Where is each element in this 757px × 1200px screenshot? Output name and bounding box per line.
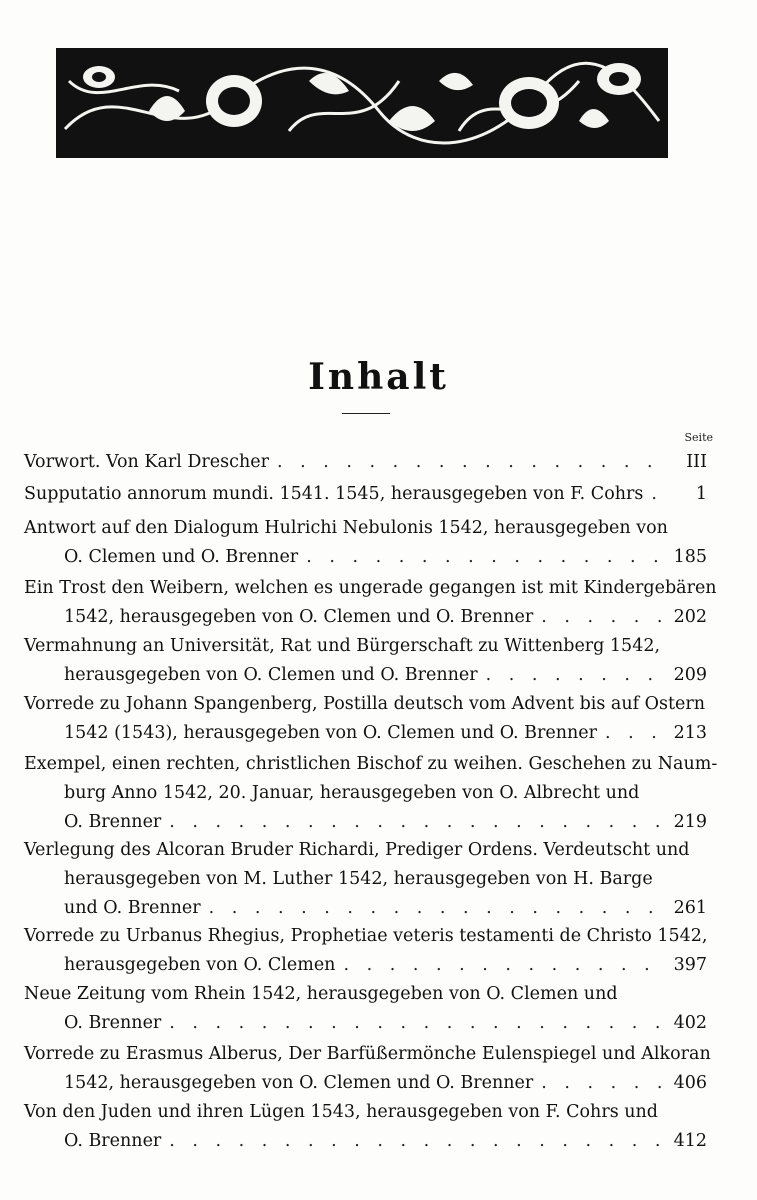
toc-entry-text: O. Brenner — [64, 1013, 162, 1033]
toc-entry-line — [24, 1040, 711, 1069]
toc-entry-line — [24, 574, 717, 603]
toc-entry-line — [24, 750, 718, 779]
dot-leader — [169, 1127, 663, 1156]
toc-entry-line — [24, 690, 707, 719]
toc-entry-text: Vorwort. Von Karl Drescher — [24, 452, 269, 472]
toc-entry-line — [24, 894, 707, 923]
toc-page-number: 397 — [673, 955, 707, 975]
toc-entry-text: 1542 (1543), herausgegeben von O. Clemen und O. Brenner — [64, 723, 598, 743]
toc-entry-text: burg Anno 1542, 20. Januar, herausgegeben von O. Albrecht und — [64, 783, 640, 803]
vine-ornament-icon — [59, 51, 665, 155]
toc-entry-text: O. Clemen und O. Brenner — [64, 547, 299, 567]
toc-entry-line — [24, 480, 707, 509]
toc-entry-line — [24, 448, 707, 477]
toc-entry[interactable] — [24, 632, 707, 690]
toc-page-number: 402 — [673, 1013, 707, 1033]
decorative-vine-ornament-banner — [56, 48, 668, 158]
dot-leader — [169, 1009, 663, 1038]
dot-leader — [169, 808, 663, 837]
toc-page-number: 261 — [673, 898, 707, 918]
toc-entry-text: O. Brenner — [64, 812, 162, 832]
toc-page-number: 406 — [673, 1073, 707, 1093]
toc-entry-line — [24, 543, 707, 572]
toc-entry-line — [24, 1127, 707, 1156]
toc-page-number: 202 — [673, 607, 707, 627]
toc-entry-line — [24, 951, 707, 980]
toc-entry-text: und O. Brenner — [64, 898, 201, 918]
toc-entry-line — [24, 836, 707, 865]
toc-entry[interactable] — [24, 448, 707, 477]
toc-entry-text: 1542, herausgegeben von O. Clemen und O. Brenner — [64, 1073, 534, 1093]
toc-entry[interactable] — [24, 690, 707, 748]
toc-entry-line — [24, 661, 707, 690]
title-divider — [342, 413, 390, 414]
toc-entry-line — [24, 1098, 707, 1127]
toc-entry[interactable] — [24, 980, 707, 1038]
toc-entry-line — [24, 719, 707, 748]
toc-page-number: 1 — [695, 484, 707, 504]
toc-entry-text: herausgegeben von O. Clemen — [64, 955, 336, 975]
page-column-label: Seite — [684, 431, 713, 444]
toc-entry[interactable] — [24, 1040, 711, 1098]
toc-page-number: 412 — [673, 1131, 707, 1151]
dot-leader — [651, 480, 663, 509]
dot-leader — [486, 661, 663, 690]
toc-entry-text: 1542, herausgegeben von O. Clemen und O. Brenner — [64, 607, 534, 627]
toc-entry-line — [24, 1069, 707, 1098]
toc-entry-text: Antwort auf den Dialogum Hulrichi Nebulonis 1542, herausgegeben von — [24, 518, 668, 538]
toc-page-number: 213 — [673, 723, 707, 743]
toc-entry-line — [24, 514, 707, 543]
toc-entry-text: Supputatio annorum mundi. 1541. 1545, herausgegeben von F. Cohrs — [24, 484, 644, 504]
dot-leader — [306, 543, 663, 572]
dot-leader — [277, 448, 663, 477]
toc-entry[interactable] — [24, 922, 707, 980]
toc-page-number: III — [686, 452, 707, 472]
toc-entry[interactable] — [24, 514, 707, 572]
toc-entry-line — [24, 603, 707, 632]
dot-leader — [541, 603, 663, 632]
toc-page-number: 209 — [673, 665, 707, 685]
dot-leader — [209, 894, 663, 923]
toc-entry[interactable] — [24, 574, 717, 632]
toc-entry[interactable] — [24, 480, 707, 509]
toc-entry[interactable] — [24, 750, 718, 837]
toc-entry-line — [24, 865, 707, 894]
toc-entry-line — [24, 922, 707, 951]
toc-entry-text: Vorrede zu Erasmus Alberus, Der Barfüßermönche Eulenspiegel und Alkoran — [24, 1044, 711, 1064]
toc-entry-line — [24, 980, 707, 1009]
toc-entry-text: Verlegung des Alcoran Bruder Richardi, Prediger Ordens. Verdeutscht und — [24, 840, 690, 860]
toc-entry-text: Vorrede zu Johann Spangenberg, Postilla deutsch vom Advent bis auf Ostern — [24, 694, 706, 714]
toc-entry-text: Exempel, einen rechten, christlichen Bischof zu weihen. Geschehen zu Naum- — [24, 754, 718, 774]
toc-entry-line — [24, 808, 707, 837]
toc-entry-text: Neue Zeitung vom Rhein 1542, herausgegeben von O. Clemen und — [24, 984, 618, 1004]
toc-entry-text: Vermahnung an Universität, Rat und Bürgerschaft zu Wittenberg 1542, — [24, 636, 661, 656]
toc-entry-text: herausgegeben von M. Luther 1542, herausgegeben von H. Barge — [64, 869, 653, 889]
toc-entry-line — [24, 632, 707, 661]
toc-page-number: 185 — [673, 547, 707, 567]
toc-entry-text: Ein Trost den Weibern, welchen es ungerade gegangen ist mit Kindergebären — [24, 578, 717, 598]
dot-leader — [541, 1069, 663, 1098]
dot-leader — [343, 951, 663, 980]
toc-entry-text: herausgegeben von O. Clemen und O. Brenner — [64, 665, 478, 685]
toc-page-number: 219 — [673, 812, 707, 832]
page-title: Inhalt — [308, 356, 449, 398]
toc-entry-text: Vorrede zu Urbanus Rhegius, Prophetiae veteris testamenti de Christo 1542, — [24, 926, 708, 946]
dot-leader — [605, 719, 663, 748]
toc-entry[interactable] — [24, 836, 707, 923]
toc-entry-line — [24, 1009, 707, 1038]
toc-entry-text: Von den Juden und ihren Lügen 1543, herausgegeben von F. Cohrs und — [24, 1102, 658, 1122]
toc-entry[interactable] — [24, 1098, 707, 1156]
toc-entry-text: O. Brenner — [64, 1131, 162, 1151]
toc-entry-line — [24, 779, 707, 808]
